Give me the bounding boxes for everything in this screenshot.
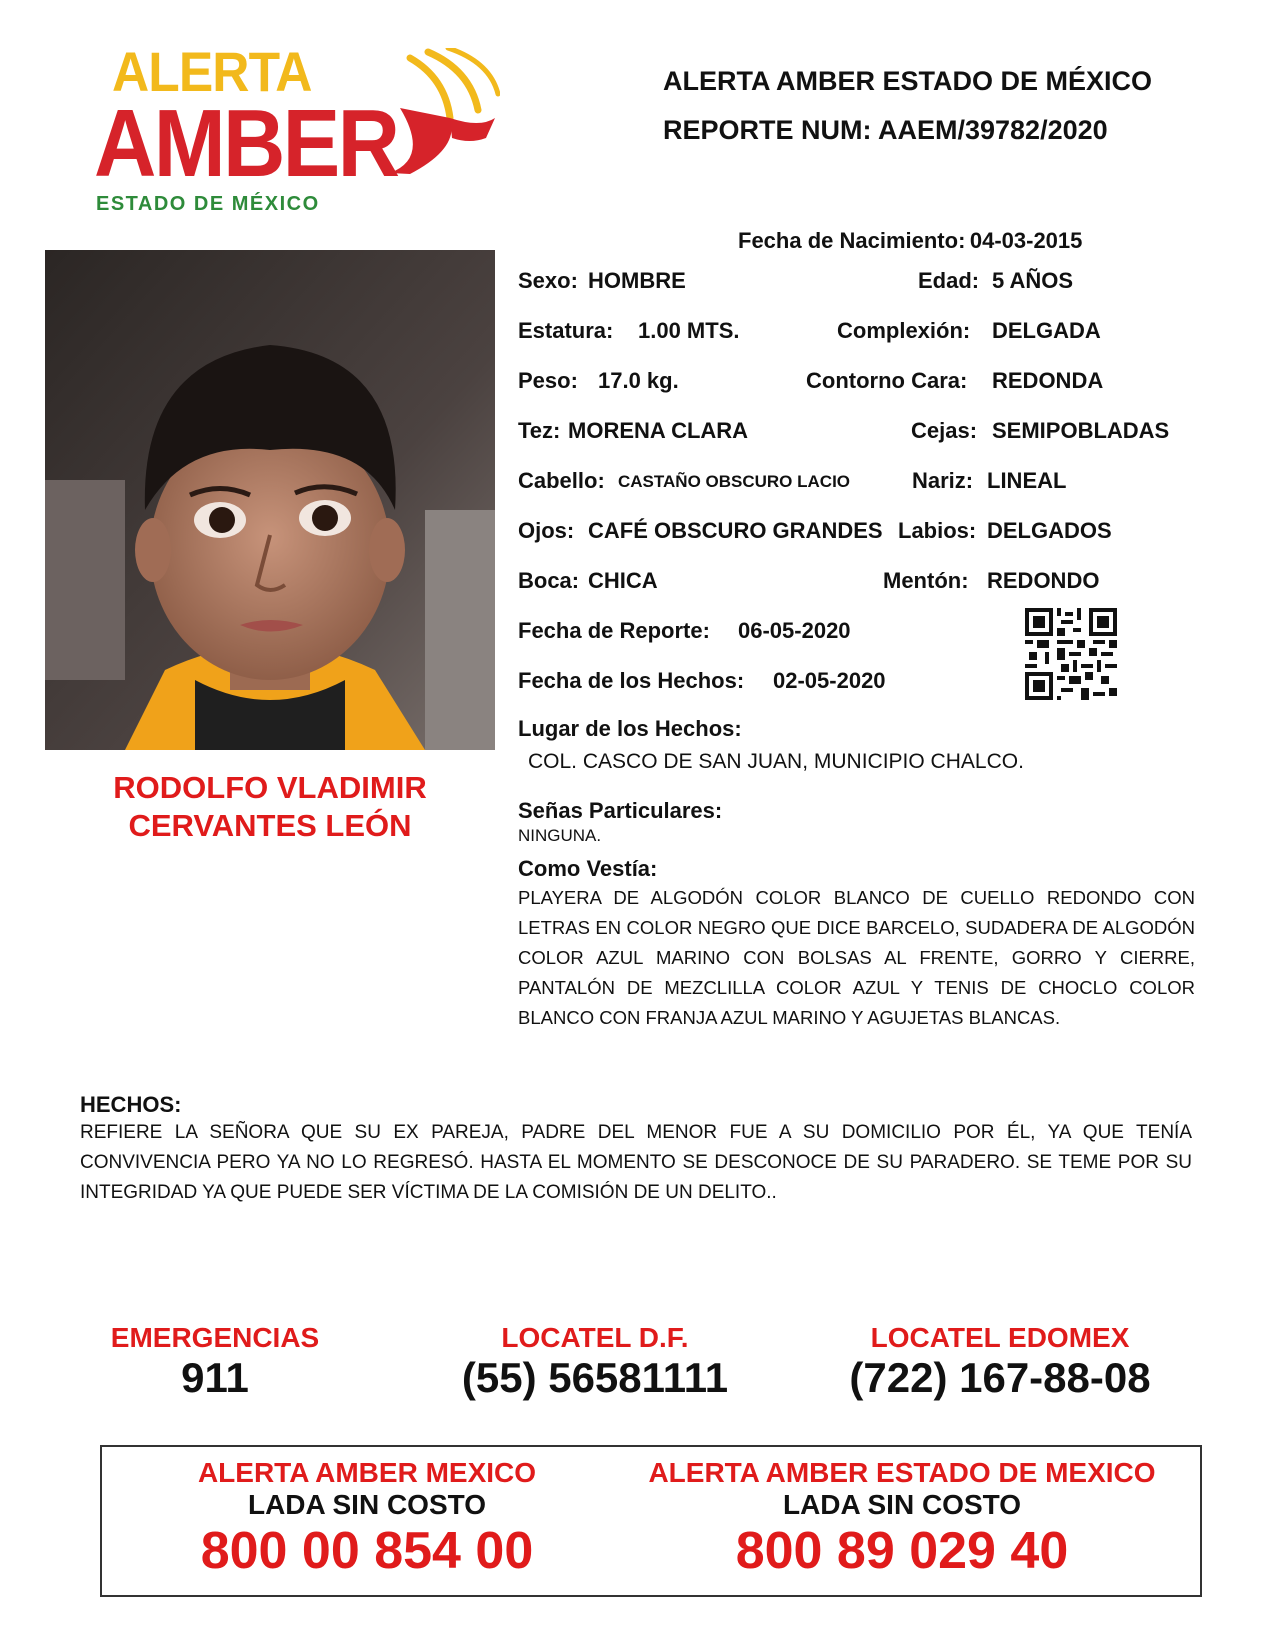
- hechos-value: REFIERE LA SEÑORA QUE SU EX PAREJA, PADRE DEL MENOR FUE A SU DOMICILIO POR ÉL, YA QUE TENÍA CONVIVENCIA PERO YA NO LO REGRESÓ. HASTA EL MOMENTO SE DESCONOCE DE SU PARADERO. SE TEME POR SU INTEGRIDAD YA QUE PUEDE SER VÍCTIMA DE LA COMISIÓN DE UN DELITO..: [80, 1122, 1192, 1203]
- vestia-value: PLAYERA DE ALGODÓN COLOR BLANCO DE CUELLO REDONDO CON LETRAS EN COLOR NEGRO QUE DICE BARCELO, SUDADERA DE ALGODÓN COLOR AZUL MARINO CON BOLSAS AL FRENTE, GORRO Y CIERRE, PANTALÓN DE MEZCLILLA COLOR AZUL Y TENIS DE CHOCLO COLOR BLANCO CON FRANJA AZUL MARINO Y AGUJETAS BLANCAS.: [518, 887, 1195, 1028]
- lada-subtitle: LADA SIN COSTO: [782, 1489, 1021, 1520]
- field-contorno-cara-label: Contorno Cara:: [806, 368, 968, 393]
- field-fecha-reporte-label: Fecha de Reporte:: [518, 618, 710, 643]
- field-tez-label: Tez:: [518, 418, 561, 443]
- phone-title: EMERGENCIAS: [110, 1322, 320, 1353]
- phone-title: LOCATEL EDOMEX: [870, 1322, 1130, 1353]
- report-number: REPORTE NUM: AAEM/39782/2020: [663, 115, 1108, 145]
- field-boca-value: CHICA: [588, 568, 658, 593]
- field-fecha-hechos-value: 02-05-2020: [773, 668, 886, 693]
- phone-title: LOCATEL D.F.: [501, 1322, 689, 1353]
- field-nariz-value: LINEAL: [987, 468, 1067, 493]
- phone-number[interactable]: 911: [181, 1354, 249, 1401]
- phone-number[interactable]: (55) 56581111: [461, 1354, 729, 1401]
- qr-code-icon[interactable]: [1025, 608, 1117, 700]
- field-contorno-cara-value: REDONDA: [992, 368, 1104, 393]
- lada-alerta-amber-edomex: [612, 1457, 1192, 1581]
- field-complexion-value: DELGADA: [992, 318, 1101, 343]
- field-estatura-label: Estatura:: [518, 318, 614, 343]
- vestia-label: Como Vestía:: [518, 856, 658, 881]
- field-labios-label: Labios:: [895, 518, 976, 544]
- lada-subtitle: LADA SIN COSTO: [247, 1489, 486, 1520]
- field-cejas-value: SEMIPOBLADAS: [992, 418, 1170, 443]
- field-edad-label: Edad:: [918, 268, 980, 293]
- phone-locatel-df: [420, 1322, 770, 1402]
- child-name-line1: RODOLFO VLADIMIR: [113, 770, 427, 805]
- field-cabello-label: Cabello:: [518, 468, 605, 493]
- field-menton-label: Mentón:: [883, 568, 969, 593]
- field-cejas-label: Cejas:: [911, 418, 978, 443]
- field-complexion-label: Complexión:: [837, 318, 971, 343]
- field-cabello-value: CASTAÑO OBSCURO LACIO: [618, 472, 851, 491]
- lada-number[interactable]: 800 89 029 40: [735, 1522, 1069, 1580]
- lugar-label: Lugar de los Hechos:: [518, 716, 742, 741]
- lada-sin-costo-box: [100, 1445, 1202, 1597]
- field-fecha-nacimiento: Fecha de Nacimiento: 04-03-2015: [738, 228, 1083, 253]
- field-edad-value: 5 AÑOS: [992, 268, 1074, 293]
- logo-line-alerta: ALERTA: [112, 40, 312, 103]
- hechos-label: HECHOS:: [80, 1092, 182, 1117]
- logo-line-amber: AMBER: [94, 90, 398, 197]
- lugar-value: COL. CASCO DE SAN JUAN, MUNICIPIO CHALCO.: [528, 750, 1024, 773]
- field-fecha-reporte-value: 06-05-2020: [738, 618, 851, 643]
- phone-locatel-edomex: [825, 1322, 1175, 1402]
- field-fecha-hechos-label: Fecha de los Hechos:: [518, 668, 745, 693]
- logo-swoosh-icon: [390, 48, 500, 178]
- child-name-line2: CERVANTES LEÓN: [128, 808, 412, 843]
- field-menton-value: REDONDO: [987, 568, 1100, 593]
- child-portrait-icon: [45, 250, 495, 750]
- lada-title: ALERTA AMBER MEXICO: [197, 1457, 537, 1488]
- header-title: ALERTA AMBER ESTADO DE MÉXICO: [663, 66, 1153, 96]
- field-peso-value: 17.0 kg.: [598, 368, 679, 393]
- child-photo: [45, 250, 495, 750]
- field-sexo-label: Sexo:: [518, 268, 578, 293]
- field-tez-value: MORENA CLARA: [568, 418, 749, 443]
- logo-line-estado: ESTADO DE MÉXICO: [96, 193, 320, 215]
- field-peso-label: Peso:: [518, 368, 578, 393]
- senas-label: Señas Particulares:: [518, 798, 723, 823]
- field-labios-value: DELGADOS: [987, 518, 1112, 543]
- phone-emergencias: [80, 1322, 350, 1402]
- field-boca-label: Boca:: [518, 568, 580, 593]
- field-estatura-value: 1.00 MTS.: [638, 318, 740, 343]
- phone-number[interactable]: (722) 167-88-08: [849, 1354, 1151, 1401]
- lada-alerta-amber-mexico: [142, 1457, 592, 1581]
- lada-number[interactable]: 800 00 854 00: [200, 1522, 534, 1580]
- field-nariz-label: Nariz:: [912, 468, 974, 493]
- alerta-amber-logo: [90, 42, 450, 217]
- lada-title: ALERTA AMBER ESTADO DE MEXICO: [648, 1457, 1156, 1488]
- field-ojos-label: Ojos:: [518, 518, 575, 543]
- field-ojos-value: CAFÉ OBSCURO GRANDES: [588, 518, 883, 543]
- field-sexo-value: HOMBRE: [588, 268, 686, 293]
- senas-value: NINGUNA.: [518, 826, 602, 845]
